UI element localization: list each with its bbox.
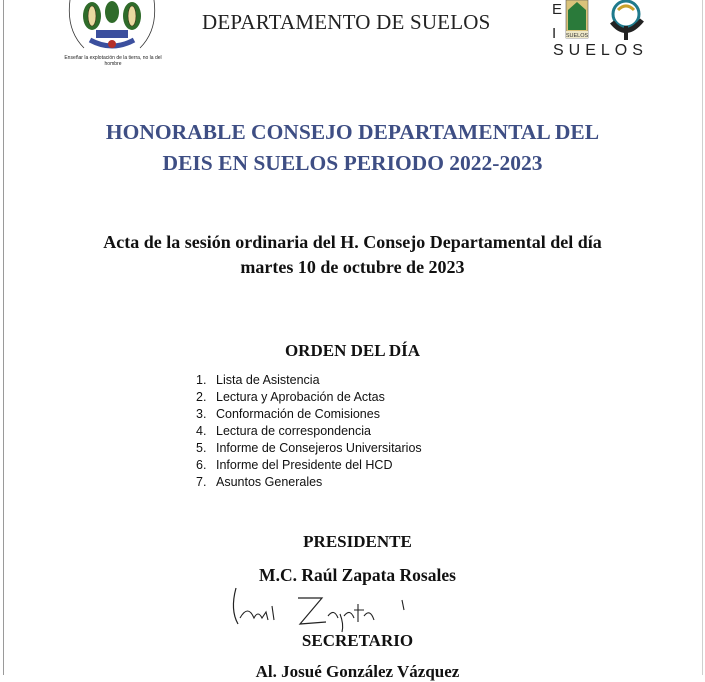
council-title-line1: HONORABLE CONSEJO DEPARTAMENTAL DEL [105, 120, 600, 144]
seal-motto: Enseñar la explotación de la tierra, no la del hombre [64, 55, 162, 67]
act-title-line2: martes 10 de octubre de 2023 [240, 257, 465, 277]
agenda-item-text: Informe del Presidente del HCD [216, 458, 393, 472]
agenda-item-text: Lectura y Aprobación de Actas [216, 390, 385, 404]
agenda-heading: ORDEN DEL DÍA [284, 341, 421, 360]
agenda-item [196, 406, 422, 423]
agenda-item-number: 6. [196, 458, 207, 472]
agenda-item-number: 1. [196, 373, 207, 387]
president-role: PRESIDENTE [303, 532, 412, 551]
session-act-title [0, 230, 705, 280]
agenda-item [196, 440, 422, 457]
agenda-item-text: Lectura de correspondencia [216, 424, 371, 438]
agenda-item-number: 2. [196, 390, 207, 404]
secretary-name: Al. Josué González Vázquez [255, 662, 460, 681]
handwritten-signature [226, 580, 446, 635]
department-header: DEPARTAMENTO DE SUELOS [202, 10, 491, 34]
agenda-item-text: Lista de Asistencia [216, 373, 320, 387]
agenda-item [196, 457, 422, 474]
agenda-item-text: Conformación de Comisiones [216, 407, 380, 421]
agenda-item-number: 5. [196, 441, 207, 455]
agenda-item-number: 7. [196, 475, 207, 489]
svg-text:I: I [552, 25, 557, 42]
agenda-item-text: Asuntos Generales [216, 475, 323, 489]
agenda-item-number: 3. [196, 407, 207, 421]
act-title-line1: Acta de la sesión ordinaria del H. Consejo Departamental del día [103, 232, 602, 252]
agenda-list [196, 372, 422, 491]
agenda-item [196, 372, 422, 389]
agenda-item [196, 389, 422, 406]
agenda-item-text: Informe de Consejeros Universitarios [216, 441, 422, 455]
president-name: M.C. Raúl Zapata Rosales [259, 565, 456, 585]
secretary-role: SECRETARIO [301, 631, 414, 650]
cut-off-header-text [230, 0, 530, 1]
council-title-line2: DEIS EN SUELOS PERIODO 2022-2023 [162, 151, 543, 175]
council-title [0, 117, 705, 179]
logo-suelos-wordmark: SUELOS [553, 42, 648, 59]
agenda-item-number: 4. [196, 424, 207, 438]
agenda-item [196, 474, 422, 491]
agenda-item [196, 423, 422, 440]
svg-text:SUELOS: SUELOS [565, 33, 589, 39]
svg-text:E: E [552, 1, 563, 18]
